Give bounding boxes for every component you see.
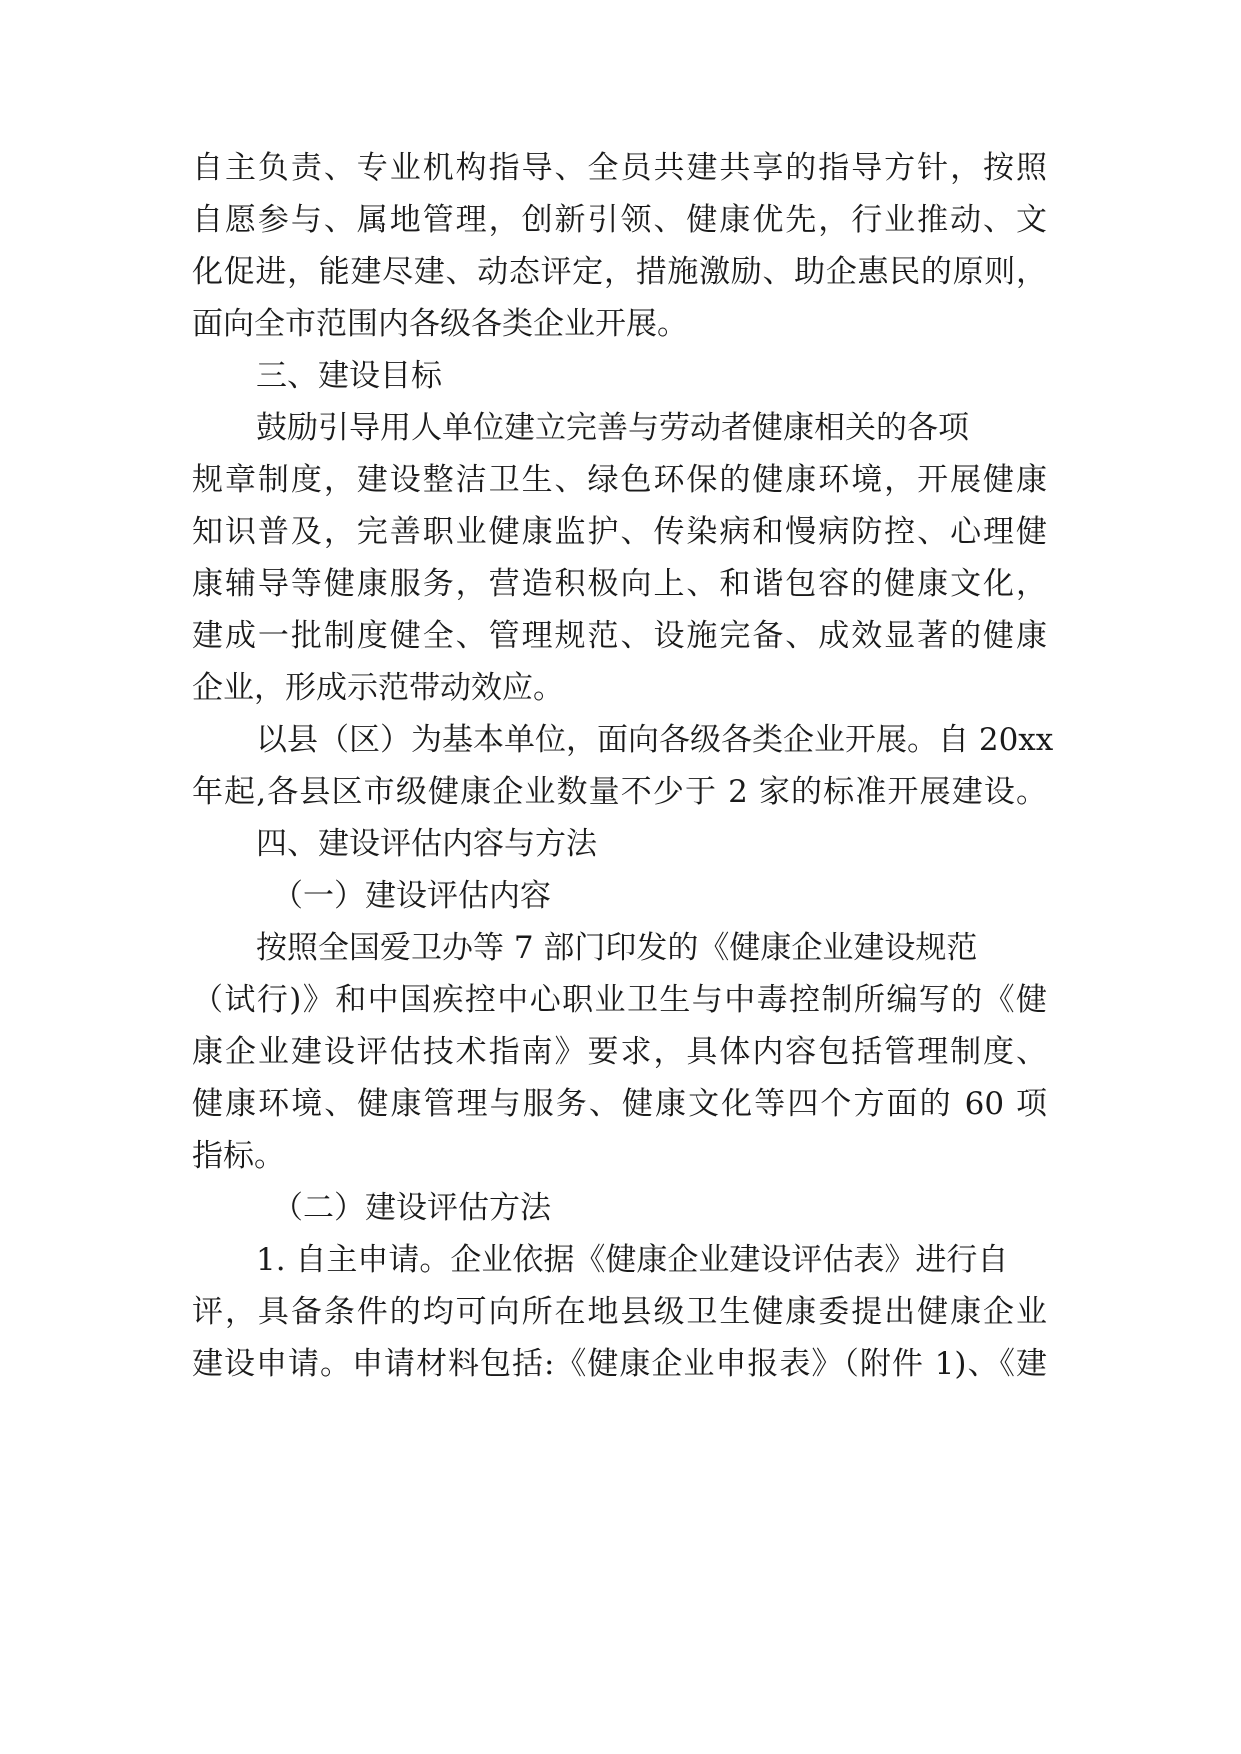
text-line: 健康环境、健康管理与服务、健康文化等四个方面的 60 项 bbox=[192, 1086, 1047, 1122]
text-line: 康企业建设评估技术指南》要求，具体内容包括管理制度、 bbox=[192, 1034, 1047, 1070]
section-heading: 三、建设目标 bbox=[256, 358, 442, 394]
text-line: （试行)》和中国疾控中心职业卫生与中毒控制所编写的《健 bbox=[192, 982, 1047, 1018]
subsection-heading: （一）建设评估内容 bbox=[272, 878, 551, 914]
text-line: 年起,各县区市级健康企业数量不少于 2 家的标准开展建设。 bbox=[192, 774, 1047, 810]
text-line: 1. 自主申请。企业依据《健康企业建设评估表》进行自 bbox=[256, 1242, 1009, 1278]
text-line: 康辅导等健康服务，营造积极向上、和谐包容的健康文化， bbox=[192, 566, 1047, 602]
text-line: 规章制度，建设整洁卫生、绿色环保的健康环境，开展健康 bbox=[192, 462, 1047, 498]
text-line: 知识普及，完善职业健康监护、传染病和慢病防控、心理健 bbox=[192, 514, 1047, 550]
text-line: 化促进，能建尽建、动态评定，措施激励、助企惠民的原则， bbox=[192, 254, 1047, 290]
text-line: 自主负责、专业机构指导、全员共建共享的指导方针，按照 bbox=[192, 150, 1047, 186]
text-line: 企业，形成示范带动效应。 bbox=[192, 670, 564, 706]
text-line: 指标。 bbox=[192, 1138, 285, 1174]
text-line: 以县（区）为基本单位，面向各级各类企业开展。自 20xx bbox=[256, 722, 1054, 758]
text-line: 评，具备条件的均可向所在地县级卫生健康委提出健康企业 bbox=[192, 1294, 1047, 1330]
text-line: 建成一批制度健全、管理规范、设施完备、成效显著的健康 bbox=[192, 618, 1047, 654]
text-line: 建设申请。申请材料包括:《健康企业申报表》（附件 1)、《建 bbox=[192, 1346, 1047, 1382]
text-line: 按照全国爱卫办等 7 部门印发的《健康企业建设规范 bbox=[256, 930, 978, 966]
text-line: 自愿参与、属地管理，创新引领、健康优先，行业推动、文 bbox=[192, 202, 1047, 238]
text-line: 面向全市范围内各级各类企业开展。 bbox=[192, 306, 688, 342]
subsection-heading: （二）建设评估方法 bbox=[272, 1190, 551, 1226]
text-line: 鼓励引导用人单位建立完善与劳动者健康相关的各项 bbox=[256, 410, 969, 446]
section-heading: 四、建设评估内容与方法 bbox=[256, 826, 597, 862]
